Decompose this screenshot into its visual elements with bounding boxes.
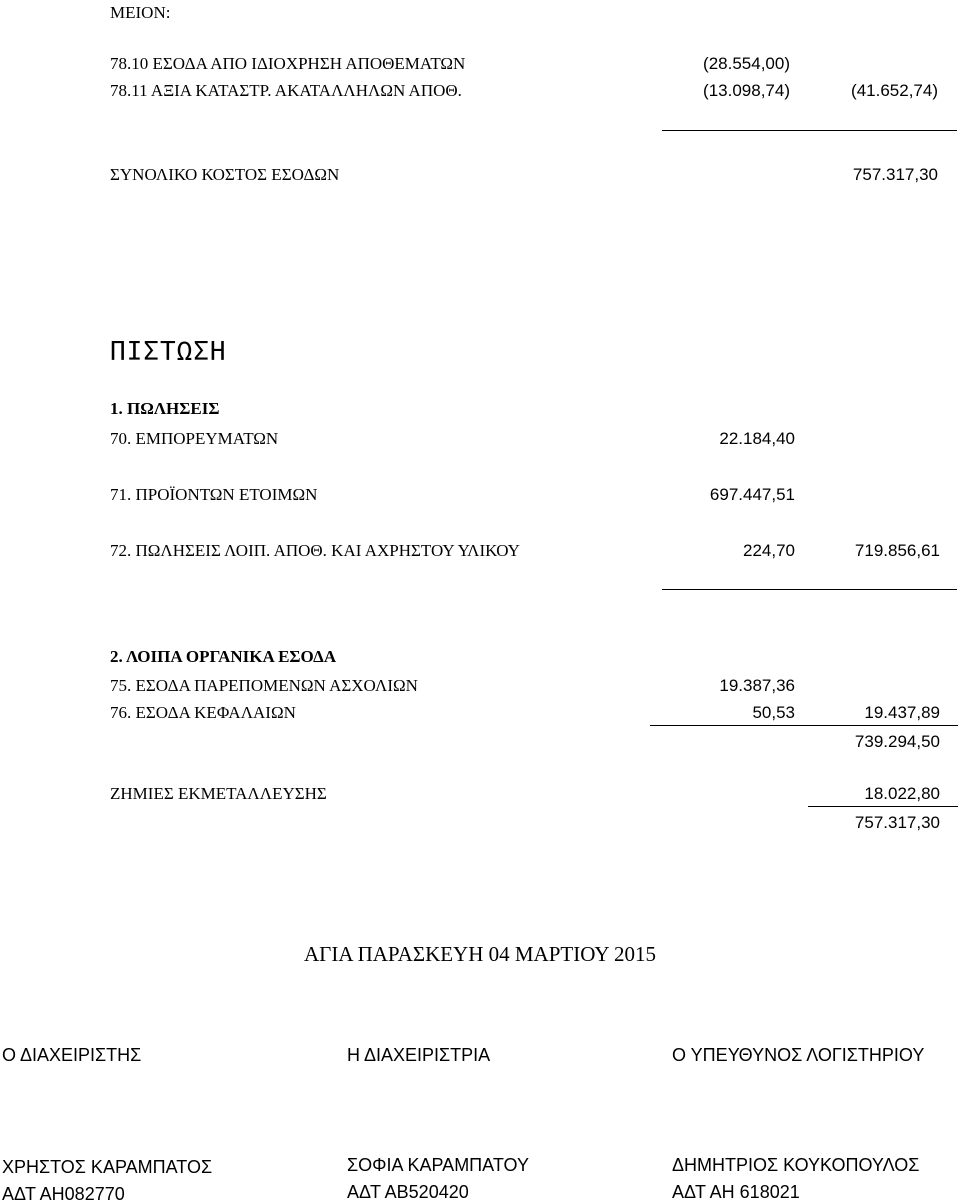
other-income-row-label: 75. ΕΣΟΔΑ ΠΑΡΕΠΟΜΕΝΩΝ ΑΣΧΟΛΙΩΝ <box>110 676 418 695</box>
losses-value: 18.022,80 <box>864 784 940 803</box>
signatory-name: ΧΡΗΣΤΟΣ ΚΑΡΑΜΠΑΤΟΣ <box>2 1157 213 1177</box>
meion-row-label: 78.10 ΕΣΟΔΑ ΑΠΟ ΙΔΙΟΧΡΗΣΗ ΑΠΟΘΕΜΑΤΩΝ <box>110 54 466 73</box>
sales-heading: 1. ΠΩΛΗΣΕΙΣ <box>110 399 220 418</box>
signatory-id: ΑΔΤ ΑΗ082770 <box>2 1184 125 1204</box>
other-income-heading: 2. ΛΟΙΠΑ ΟΡΓΑΝΙΚΑ ΕΣΟΔΑ <box>110 647 337 666</box>
meion-row-label: 78.11 ΑΞΙΑ ΚΑΤΑΣΤΡ. ΑΚΑΤΑΛΛΗΛΩΝ ΑΠΟΘ. <box>110 81 462 100</box>
separator-line <box>662 130 957 131</box>
other-income-subtotal: 739.294,50 <box>854 732 940 751</box>
separator-line <box>650 725 958 726</box>
other-income-row-amount: 19.387,36 <box>719 676 795 695</box>
meion-row-amount: (13.098,74) <box>703 81 790 100</box>
grand-total: 757.317,30 <box>854 813 940 832</box>
signatory-name: ΣΟΦΙΑ ΚΑΡΑΜΠΑΤΟΥ <box>347 1155 529 1175</box>
sales-row-amount: 22.184,40 <box>719 429 795 448</box>
signatory-role: Ο ΥΠΕΥΘΥΝΟΣ ΛΟΓΙΣΤΗΡΙΟΥ <box>672 1045 925 1065</box>
meion-heading: ΜΕΙΟΝ: <box>110 3 171 22</box>
sales-row-label: 71. ΠΡΟΪΟΝΤΩΝ ΕΤΟΙΜΩΝ <box>110 485 318 504</box>
signatory-role: Η ΔΙΑΧΕΙΡΙΣΤΡΙΑ <box>347 1045 491 1065</box>
meion-row-amount: (28.554,00) <box>703 54 790 73</box>
signatory-id: ΑΔΤ ΑΗ 618021 <box>672 1182 800 1202</box>
separator-line <box>808 806 958 807</box>
credit-title: ΠΙΣΤΩΣΗ <box>110 337 227 367</box>
other-income-row-total: 19.437,89 <box>864 703 940 722</box>
signatory-name: ΔΗΜΗΤΡΙΟΣ ΚΟΥΚΟΠΟΥΛΟΣ <box>672 1155 920 1175</box>
total-cost-value: 757.317,30 <box>852 165 938 184</box>
sales-row-amount: 697.447,51 <box>709 485 795 504</box>
other-income-row-label: 76. ΕΣΟΔΑ ΚΕΦΑΛΑΙΩΝ <box>110 703 296 722</box>
signatory-role: Ο ΔΙΑΧΕΙΡΙΣΤΗΣ <box>2 1045 142 1065</box>
sales-row-label: 72. ΠΩΛΗΣΕΙΣ ΛΟΙΠ. ΑΠΟΘ. ΚΑΙ ΑΧΡΗΣΤΟΥ ΥΛΙΚΟΥ <box>110 541 520 560</box>
losses-label: ΖΗΜΙΕΣ ΕΚΜΕΤΑΛΛΕΥΣΗΣ <box>110 784 327 803</box>
signatory-id: ΑΔΤ ΑΒ520420 <box>347 1182 469 1202</box>
sales-row-label: 70. ΕΜΠΟΡΕΥΜΑΤΩΝ <box>110 429 279 448</box>
meion-row-total: (41.652,74) <box>851 81 938 100</box>
sales-row-total: 719.856,61 <box>854 541 940 560</box>
sales-row-amount: 224,70 <box>743 541 795 560</box>
date-line: ΑΓΙΑ ΠΑΡΑΣΚΕΥΗ 04 ΜΑΡΤΙΟΥ 2015 <box>304 942 656 966</box>
other-income-row-amount: 50,53 <box>752 703 795 722</box>
separator-line <box>662 589 957 590</box>
total-cost-label: ΣΥΝΟΛΙΚΟ ΚΟΣΤΟΣ ΕΣΟΔΩΝ <box>110 165 340 184</box>
